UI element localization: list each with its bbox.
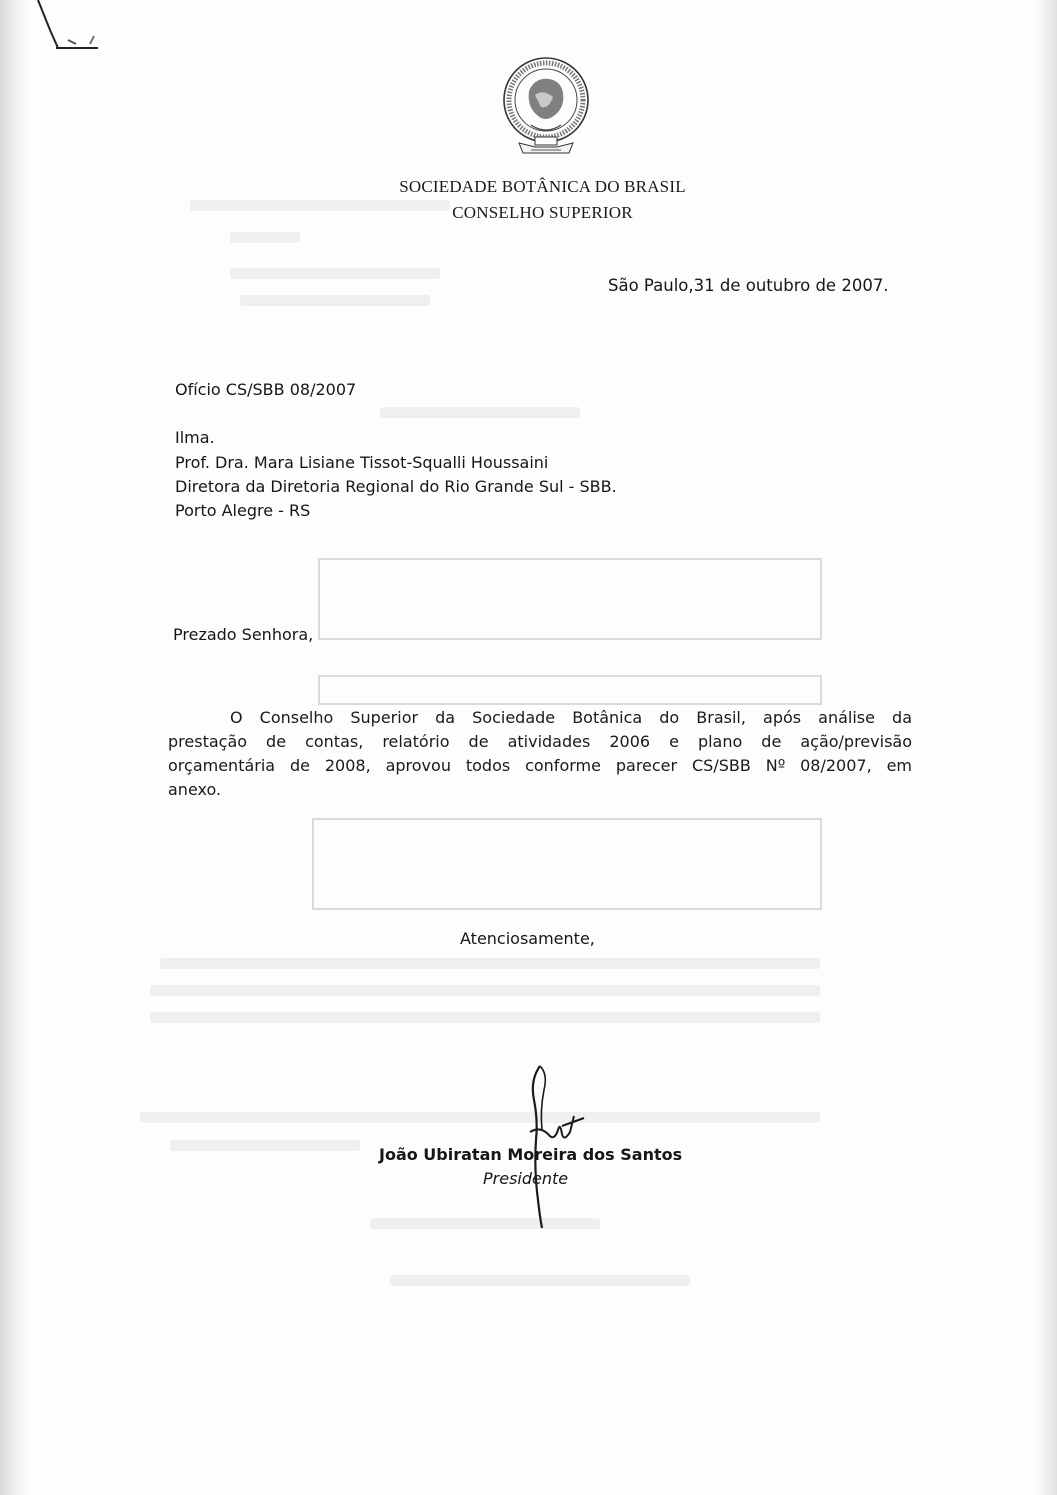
bleed-through-mark — [150, 985, 820, 996]
bleed-through-mark — [380, 407, 580, 418]
body-line: prestação de contas, relatório de atividades 2006 e plano de ação/previsão — [168, 732, 912, 751]
body-line: anexo. — [168, 780, 222, 799]
bleed-through-mark — [150, 1012, 820, 1023]
closing: Atenciosamente, — [460, 929, 595, 948]
signatory-role: Presidente — [483, 1169, 569, 1188]
letter-body-paragraph — [168, 706, 912, 802]
bleed-through-table — [318, 558, 822, 640]
bleed-through-mark — [390, 1275, 690, 1286]
bleed-through-table — [318, 675, 822, 705]
bleed-through-mark — [170, 1140, 360, 1151]
department-name: CONSELHO SUPERIOR — [452, 203, 633, 222]
recipient-salutation-title: Ilma. — [175, 428, 215, 447]
letter-date: São Paulo,31 de outubro de 2007. — [608, 276, 889, 295]
letter-reference: Ofício CS/SBB 08/2007 — [175, 380, 357, 399]
body-line: orçamentária de 2008, aprovou todos conforme parecer CS/SBB Nº 08/2007, em — [168, 756, 912, 775]
recipient-name: Prof. Dra. Mara Lisiane Tissot-Squalli Houssaini — [175, 453, 549, 472]
organization-name: SOCIEDADE BOTÂNICA DO BRASIL — [399, 177, 686, 196]
scan-left-edge — [0, 0, 30, 1495]
bleed-through-table — [312, 818, 822, 910]
bleed-through-mark — [240, 295, 430, 306]
signatory-name: João Ubiratan Moreira dos Santos — [379, 1145, 683, 1164]
bleed-through-mark — [140, 1112, 820, 1123]
society-seal-logo — [501, 55, 591, 165]
bleed-through-mark — [160, 958, 820, 969]
corner-pen-mark — [28, 0, 118, 70]
bleed-through-mark — [230, 232, 300, 243]
bleed-through-mark — [230, 268, 440, 279]
scan-right-edge — [1037, 0, 1057, 1495]
recipient-position: Diretora da Diretoria Regional do Rio Grande Sul - SBB. — [175, 477, 617, 496]
recipient-location: Porto Alegre - RS — [175, 501, 311, 520]
greeting: Prezado Senhora, — [173, 625, 314, 644]
body-line: O Conselho Superior da Sociedade Botânica do Brasil, após análise da — [230, 708, 912, 727]
